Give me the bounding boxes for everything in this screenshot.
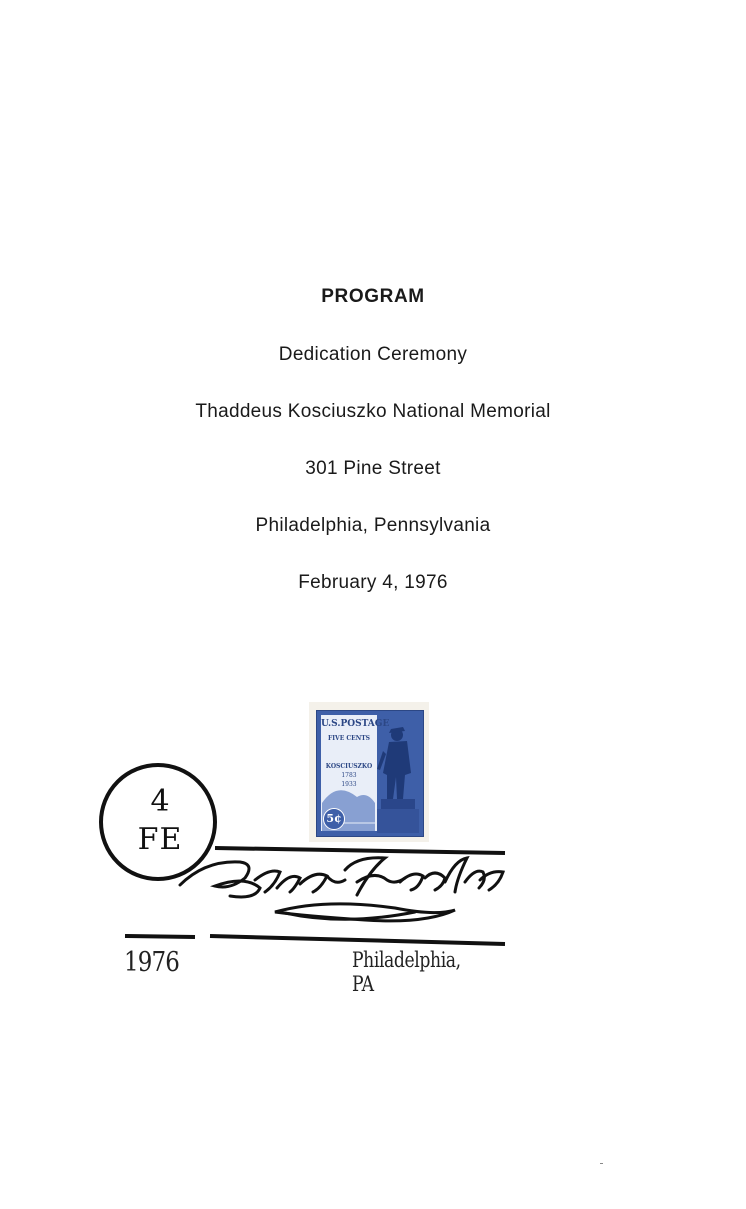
stamp-name: KOSCIUSZKO [325, 763, 373, 770]
ceremony-date: February 4, 1976 [298, 572, 448, 593]
postmark-month: FE [137, 822, 183, 857]
city-state: Philadelphia, Pennsylvania [255, 515, 491, 536]
postmark-line-top [215, 848, 505, 853]
program-title: PROGRAM [321, 286, 425, 307]
scan-speck [600, 1163, 603, 1164]
memorial-name: Thaddeus Kosciuszko National Memorial [195, 401, 551, 422]
stamp-value: 5¢ [323, 808, 345, 830]
street-address: 301 Pine Street [305, 458, 441, 479]
postmark-city: Philadelphia, PA [352, 948, 461, 996]
stamp-year-end: 1933 [341, 781, 357, 788]
postmark-year: 1976 [124, 947, 180, 978]
stamp-year-start: 1783 [341, 772, 357, 779]
signature-icon [180, 858, 503, 921]
stamp-denomination-text: FIVE CENTS [327, 735, 370, 742]
postmark-line-left [125, 936, 195, 937]
postmark-line-bottom [210, 936, 505, 944]
postmark-day: 4 [150, 784, 170, 819]
stamp-header: U.S.POSTAGE [321, 719, 390, 729]
event-name: Dedication Ceremony [278, 344, 468, 365]
